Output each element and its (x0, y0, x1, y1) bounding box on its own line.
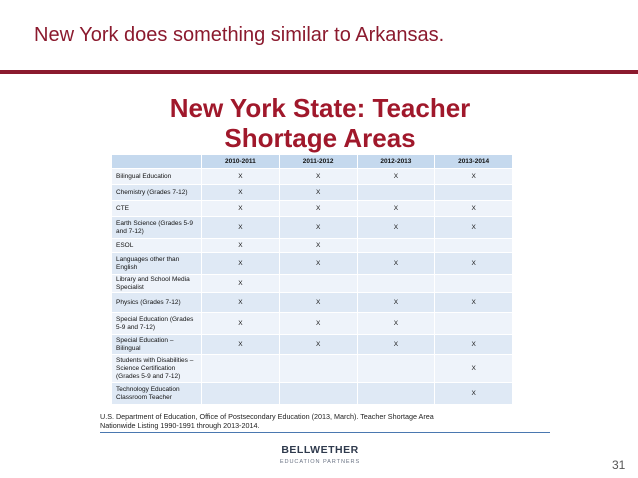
table-row (112, 169, 513, 185)
shortage-mark-cell: X (435, 253, 513, 275)
shortage-area-cell: ESOL (112, 239, 202, 253)
shortage-mark-cell (279, 275, 357, 293)
shortage-mark-cell: X (279, 335, 357, 355)
figure-heading-line-2: Shortage Areas (224, 123, 416, 153)
shortage-area-cell: Special Education – Bilingual (112, 335, 202, 355)
shortage-mark-cell (202, 383, 280, 405)
shortage-mark-cell: X (357, 253, 435, 275)
shortage-mark-cell (435, 313, 513, 335)
slide-title: New York does something similar to Arkansas. (34, 24, 445, 46)
shortage-mark-cell: X (202, 239, 280, 253)
shortage-mark-cell: X (202, 335, 280, 355)
shortage-mark-cell: X (279, 239, 357, 253)
shortage-area-cell: Physics (Grades 7-12) (112, 293, 202, 313)
page-number: 31 (612, 458, 626, 472)
shortage-mark-cell: X (202, 275, 280, 293)
shortage-area-cell: CTE (112, 201, 202, 217)
logo-name: BELLWETHER (281, 444, 359, 456)
table-body (112, 169, 513, 405)
shortage-area-cell: Technology Education Classroom Teacher (112, 383, 202, 405)
title-divider (0, 70, 638, 74)
header-cell-year: 2013-2014 (435, 155, 513, 169)
table-row (112, 185, 513, 201)
table-header-row (112, 155, 513, 169)
citation-line-1: U.S. Department of Education, Office of Postsecondary Education (2013, March). Teacher Shortage Area (100, 412, 434, 421)
table-row (112, 253, 513, 275)
shortage-mark-cell (357, 355, 435, 383)
shortage-area-cell: Students with Disabilities – Science Certification (Grades 5-9 and 7-12) (112, 355, 202, 383)
shortage-mark-cell: X (202, 201, 280, 217)
shortage-mark-cell: X (202, 169, 280, 185)
shortage-mark-cell: X (279, 169, 357, 185)
shortage-mark-cell: X (279, 253, 357, 275)
shortage-area-cell: Languages other than English (112, 253, 202, 275)
shortage-mark-cell: X (357, 201, 435, 217)
shortage-mark-cell: X (279, 201, 357, 217)
bellwether-logo (274, 444, 366, 470)
table-row (112, 383, 513, 405)
shortage-mark-cell: X (435, 293, 513, 313)
shortage-mark-cell (202, 355, 280, 383)
shortage-mark-cell: X (357, 169, 435, 185)
shortage-mark-cell: X (279, 313, 357, 335)
shortage-area-cell: Earth Science (Grades 5-9 and 7-12) (112, 217, 202, 239)
shortage-mark-cell: X (435, 335, 513, 355)
shortage-mark-cell: X (279, 185, 357, 201)
header-cell-year: 2010-2011 (202, 155, 280, 169)
shortage-mark-cell: X (279, 293, 357, 313)
shortage-mark-cell: X (202, 217, 280, 239)
shortage-mark-cell: X (435, 201, 513, 217)
shortage-mark-cell: X (435, 383, 513, 405)
table-row (112, 293, 513, 313)
logo-tagline: EDUCATION PARTNERS (279, 459, 361, 465)
table-row (112, 313, 513, 335)
shortage-mark-cell: X (202, 313, 280, 335)
table-row (112, 355, 513, 383)
table-row (112, 201, 513, 217)
header-cell-blank (112, 155, 202, 169)
shortage-mark-cell (357, 275, 435, 293)
figure-heading (110, 93, 530, 153)
shortage-mark-cell: X (435, 355, 513, 383)
table-row (112, 275, 513, 293)
shortage-area-cell: Chemistry (Grades 7-12) (112, 185, 202, 201)
table-row (112, 217, 513, 239)
shortage-area-cell: Bilingual Education (112, 169, 202, 185)
shortage-mark-cell (357, 383, 435, 405)
shortage-mark-cell (357, 239, 435, 253)
shortage-mark-cell: X (357, 217, 435, 239)
shortage-mark-cell: X (435, 169, 513, 185)
citation-line-2: Nationwide Listing 1990-1991 through 2013-2014. (100, 421, 260, 430)
shortage-mark-cell (435, 185, 513, 201)
citation-divider (100, 432, 550, 433)
citation (100, 412, 530, 430)
shortage-mark-cell: X (435, 217, 513, 239)
shortage-mark-cell: X (202, 253, 280, 275)
shortage-mark-cell: X (202, 185, 280, 201)
figure-heading-line-1: New York State: Teacher (169, 93, 471, 123)
shortage-mark-cell (279, 355, 357, 383)
shortage-table-container (111, 154, 512, 409)
shortage-table (111, 154, 513, 405)
shortage-mark-cell (357, 185, 435, 201)
shortage-area-cell: Library and School Media Specialist (112, 275, 202, 293)
shortage-mark-cell (435, 275, 513, 293)
shortage-mark-cell: X (357, 313, 435, 335)
shortage-area-cell: Special Education (Grades 5-9 and 7-12) (112, 313, 202, 335)
shortage-mark-cell: X (202, 293, 280, 313)
shortage-mark-cell: X (279, 217, 357, 239)
table-row (112, 335, 513, 355)
shortage-mark-cell (279, 383, 357, 405)
table-row (112, 239, 513, 253)
shortage-mark-cell: X (357, 335, 435, 355)
shortage-mark-cell (435, 239, 513, 253)
shortage-mark-cell: X (357, 293, 435, 313)
header-cell-year: 2011-2012 (279, 155, 357, 169)
header-cell-year: 2012-2013 (357, 155, 435, 169)
